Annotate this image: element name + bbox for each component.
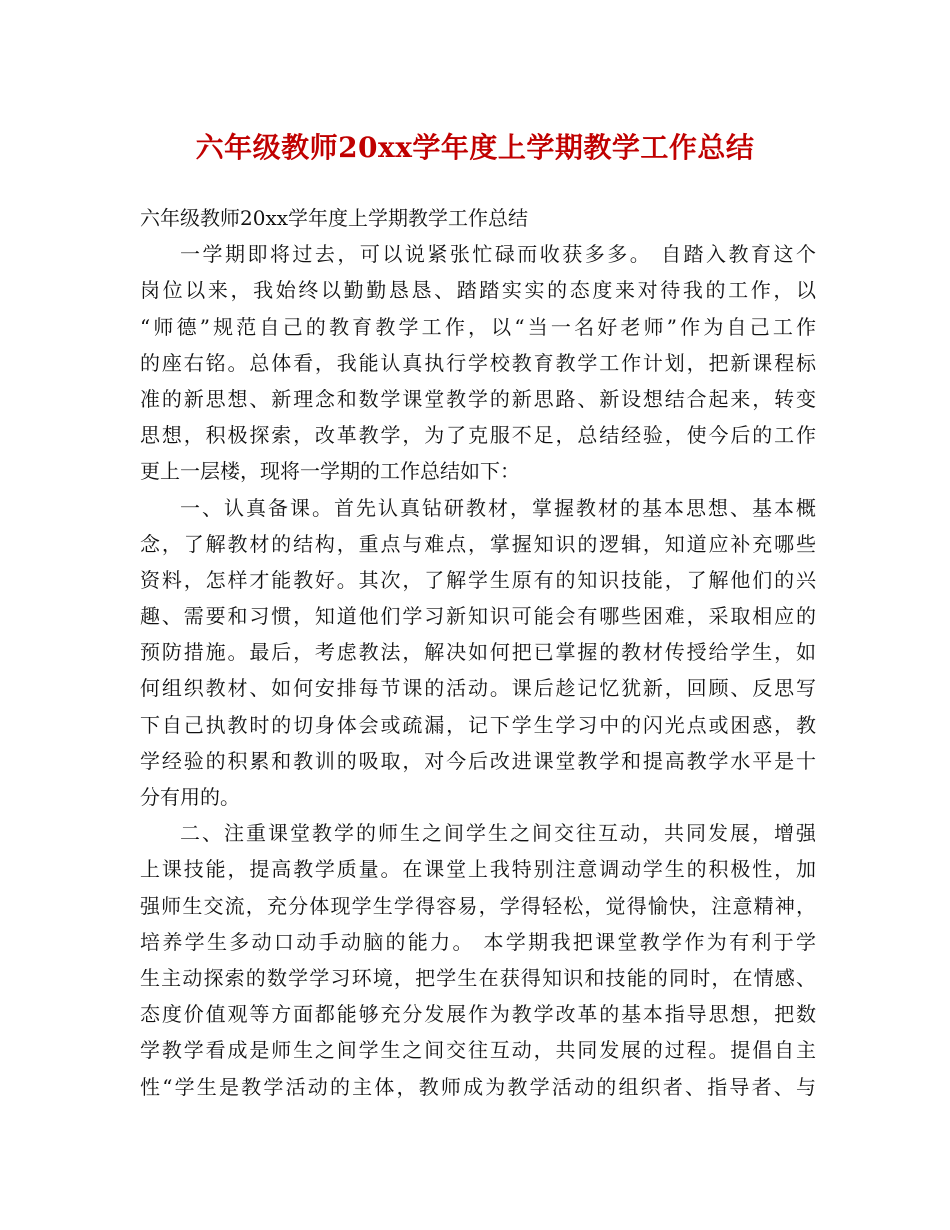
body-line: 强师生交流，充分体现学生学得容易，学得轻松，觉得愉快，注意精神， <box>140 893 816 918</box>
body-line: 生主动探索的数学学习环境，把学生在获得知识和技能的同时，在情感、 <box>140 965 816 990</box>
body-line: 更上一层楼，现将一学期的工作总结如下： <box>140 459 520 484</box>
body-line: 一、认真备课。首先认真钻研教材，掌握教材的基本思想、基本概 <box>180 495 816 520</box>
body-line: 资料，怎样才能教好。其次，了解学生原有的知识技能，了解他们的兴 <box>140 567 816 592</box>
body-line: 一学期即将过去，可以说紧张忙碌而收获多多。 自踏入教育这个 <box>180 242 816 267</box>
body-line: 何组织教材、如何安排每节课的活动。课后趁记忆犹新，回顾、反思写 <box>140 676 816 701</box>
body-line: 上课技能，提高教学质量。在课堂上我特别注意调动学生的积极性，加 <box>140 857 816 882</box>
body-line: 预防措施。最后，考虑教法，解决如何把已掌握的教材传授给学生，如 <box>140 640 816 665</box>
document-body <box>140 200 816 1105</box>
body-line: 下自己执教时的切身体会或疏漏，记下学生学习中的闪光点或困惑，教 <box>140 712 816 737</box>
body-line: “师德”规范自己的教育教学工作，以“当一名好老师”作为自己工作 <box>140 314 816 339</box>
body-line: 培养学生多动口动手动脑的能力。 本学期我把课堂教学作为有利于学 <box>140 929 816 954</box>
document-title: 六年级教师20xx学年度上学期教学工作总结 <box>195 131 755 164</box>
body-line: 学教学看成是师生之间学生之间交往互动，共同发展的过程。提倡自主 <box>140 1038 816 1063</box>
body-line: 的座右铭。总体看，我能认真执行学校教育教学工作计划，把新课程标 <box>140 350 816 375</box>
body-line: 岗位以来，我始终以勤勤恳恳、踏踏实实的态度来对待我的工作，以 <box>140 278 816 303</box>
body-line: 思想，积极探索，改革教学，为了克服不足，总结经验，使今后的工作 <box>140 423 816 448</box>
body-line: 分有用的。 <box>140 785 240 809</box>
body-line: 念，了解教材的结构，重点与难点，掌握知识的逻辑，知道应补充哪些 <box>140 531 816 556</box>
body-line: 趣、需要和习惯，知道他们学习新知识可能会有哪些困难，采取相应的 <box>140 604 816 629</box>
body-line: 学经验的积累和教训的吸取，对今后改进课堂教学和提高教学水平是十 <box>140 748 816 773</box>
body-line: 性“学生是教学活动的主体，教师成为教学活动的组织者、指导者、与 <box>140 1074 816 1099</box>
body-line: 态度价值观等方面都能够充分发展作为教学改革的基本指导思想，把数 <box>140 1002 816 1027</box>
body-line: 准的新思想、新理念和数学课堂教学的新思路、新设想结合起来，转变 <box>140 386 816 411</box>
body-line-subtitle: 六年级教师20xx学年度上学期教学工作总结 <box>140 206 529 230</box>
body-line: 二、注重课堂教学的师生之间学生之间交往互动，共同发展，增强 <box>180 821 816 846</box>
